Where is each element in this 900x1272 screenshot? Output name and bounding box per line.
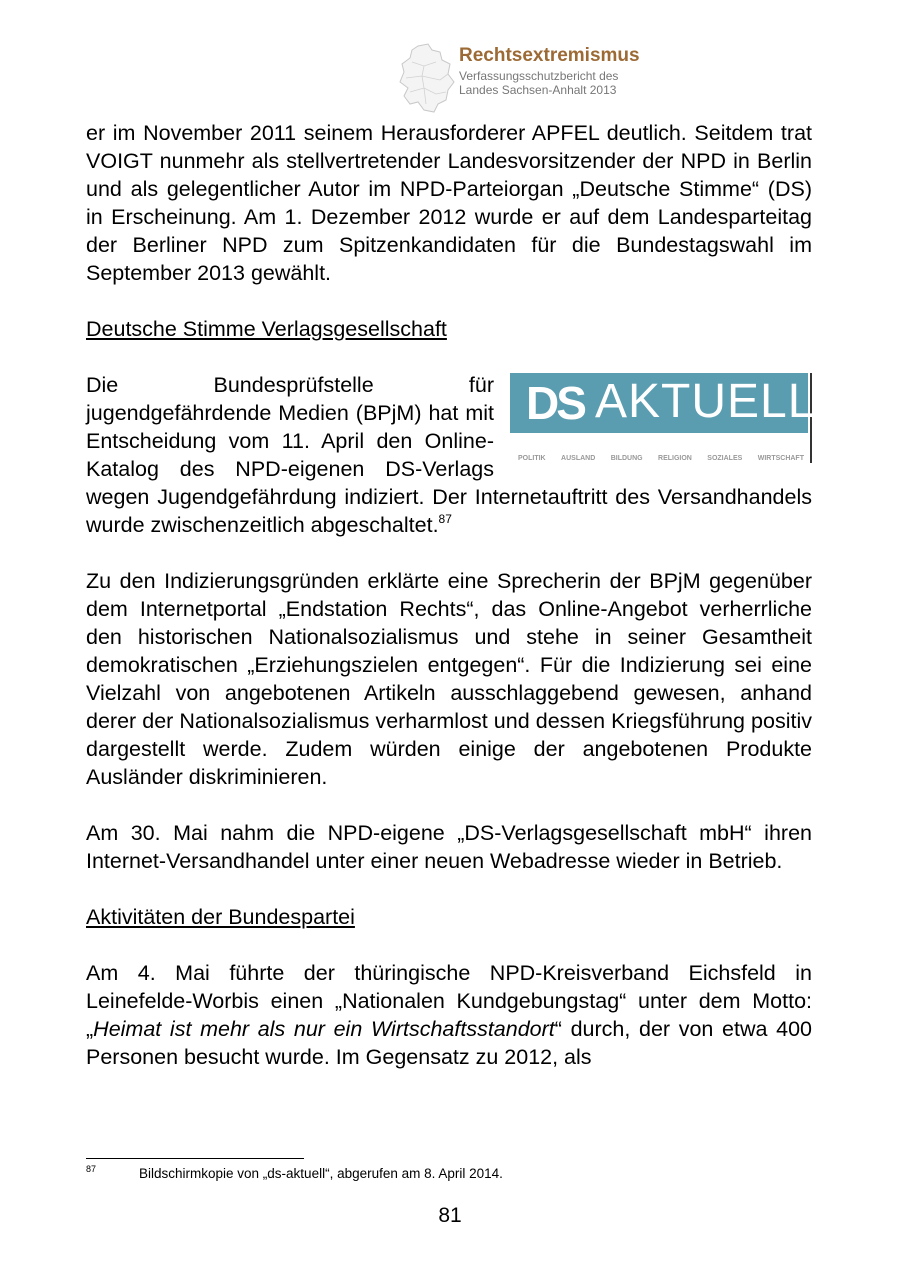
page-header <box>396 42 716 116</box>
footnote-divider <box>86 1158 304 1159</box>
main-text <box>86 119 816 1099</box>
section-heading-verlag: Deutsche Stimme Verlagsgesellschaft <box>86 317 447 341</box>
ds-nav <box>518 445 804 473</box>
paragraph-5-text-b: “ durch, der von etwa 400 Personen besucht wurde. Im Gegensatz zu 2012, als <box>86 1017 812 1069</box>
ds-logo-mark: DS <box>526 377 584 429</box>
header-subtitle-line2: Landes Sachsen-Anhalt 2013 <box>459 83 617 97</box>
ds-logo-word: AKTUELL <box>595 375 816 428</box>
ds-nav-item: AUSLAND <box>561 455 596 462</box>
ds-nav-item: SOZIALES <box>707 455 743 462</box>
paragraph-3: Zu den Indizierungsgründen erklärte eine Sprecherin der BPjM gegenüber dem Internetportal „Endstation Rechts“, das Online-Angebot verherrliche den historischen Nationalsozialismus und stehe in seiner Gesamtheit demokratischen „Erziehungszielen entgegen“. Für die Indizierung sei eine Vielzahl von angebotenen Artikeln ausschlaggebend gewesen, anhand derer der Nationalsozialismus verharmlost und dessen Kriegsführung positiv dargestellt werde. Zudem würden einige der angebotenen Produkte Ausländer diskriminieren. <box>86 569 812 789</box>
ds-aktuell-screenshot <box>510 373 816 463</box>
footnote-reference[interactable]: 87 <box>438 512 452 526</box>
saxony-anhalt-map-icon <box>396 42 456 114</box>
ds-nav-item: WIRTSCHAFT <box>757 455 804 462</box>
footnote-number: 87 <box>86 1164 97 1174</box>
ds-nav-item: BILDUNG <box>610 455 643 462</box>
ds-banner <box>510 373 816 433</box>
page-number: 81 <box>438 1204 462 1227</box>
ds-nav-item: POLITIK <box>518 455 546 462</box>
paragraph-4: Am 30. Mai nahm die NPD-eigene „DS-Verlagsgesellschaft mbH“ ihren Internet-Versandhandel unter einer neuen Webadresse wieder in Betrieb. <box>86 821 812 873</box>
paragraph-5-text-a: Am 4. Mai führte der thüringische NPD-Kreisverband Eichsfeld in Leinefelde-Worbis einen „Nationalen Kundgebungstag“ unter dem Motto: „ <box>86 961 812 1041</box>
section-heading-bundespartei: Aktivitäten der Bundespartei <box>86 905 355 929</box>
paragraph-2-text: Die Bundesprüfstelle für jugendgefährdende Medien (BPjM) hat mit Entscheidung vom 11. April den Online-Katalog des NPD-eigenen DS-Verlags wegen Jugendgefährdung indiziert. Der Internetauftritt des Versandhandels wurde zwischenzeitlich abgeschaltet. <box>86 373 812 537</box>
paragraph-5-motto: Heimat ist mehr als nur ein Wirtschaftsstandort <box>93 1017 555 1041</box>
header-subtitle-line1: Verfassungsschutzbericht des <box>459 69 619 83</box>
paragraph-5 <box>86 959 812 1071</box>
ds-nav-item: RELIGION <box>658 455 692 462</box>
header-title: Rechtsextremismus <box>459 45 640 66</box>
paragraph-1: er im November 2011 seinem Herausforderer APFEL deutlich. Seitdem trat VOIGT nunmehr als stellvertretender Landesvorsitzender der NPD in Berlin und als gelegentlicher Autor im NPD-Parteiorgan „Deutsche Stimme“ (DS) in Erscheinung. Am 1. Dezember 2012 wurde er auf dem Landesparteitag der Berliner NPD zum Spitzenkandidaten für die Bundestagswahl im September 2013 gewählt. <box>86 121 812 285</box>
footnote-text: Bildschirmkopie von „ds-aktuell“, abgerufen am 8. April 2014. <box>139 1166 503 1181</box>
